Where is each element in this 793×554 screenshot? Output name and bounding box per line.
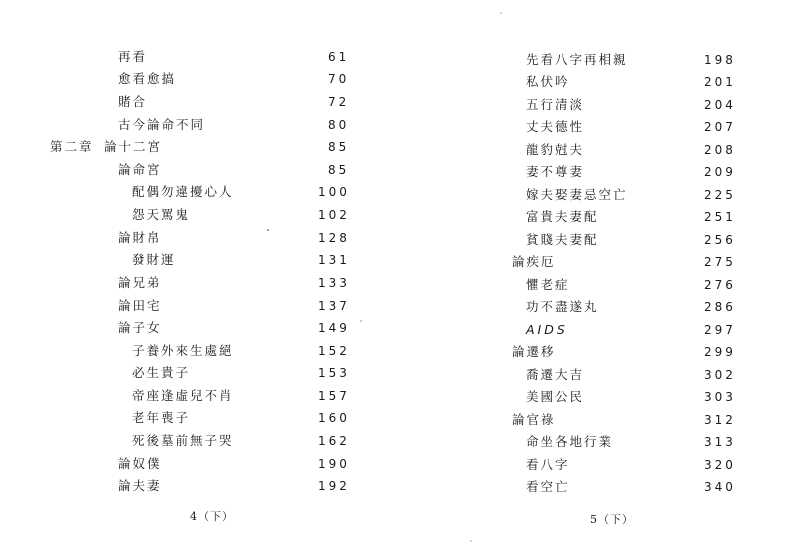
entry-title: 丈夫德性	[526, 119, 585, 134]
scan-speck	[470, 540, 472, 542]
entry-title: 命坐各地行業	[526, 434, 614, 449]
entry-page-number: 162	[318, 434, 350, 448]
toc-entry	[400, 50, 790, 70]
entry-page-number: 313	[704, 435, 736, 449]
entry-title: 先看八字再相親	[526, 52, 628, 67]
scan-speck	[267, 229, 269, 231]
entry-title: 愈看愈搞	[118, 71, 177, 86]
toc-entry	[400, 252, 790, 272]
entry-page-number: 302	[704, 368, 736, 382]
entry-title: 配偶勿違擾心人	[132, 184, 234, 199]
toc-entry	[0, 273, 400, 293]
entry-page-number: 85	[328, 163, 350, 177]
entry-title: 論田宅	[118, 298, 162, 313]
entry-page-number: 225	[704, 188, 736, 202]
entry-page-number: 198	[704, 53, 736, 67]
toc-entry	[400, 95, 790, 115]
entry-title: 貧賤夫妻配	[526, 232, 599, 247]
entry-page-number: 152	[318, 344, 350, 358]
entry-title: 看八字	[526, 457, 570, 472]
entry-page-number: 204	[704, 98, 736, 112]
toc-entry	[400, 342, 790, 362]
toc-entry	[0, 431, 400, 451]
entry-page-number: 299	[704, 345, 736, 359]
entry-title: 龍豹尅夫	[526, 142, 585, 157]
entry-page-number: 128	[318, 231, 350, 245]
toc-entry	[0, 182, 400, 202]
entry-page-number: 256	[704, 233, 736, 247]
entry-title: 論十二宮	[104, 139, 163, 154]
entry-title: 看空亡	[526, 479, 570, 494]
toc-entry	[400, 365, 790, 385]
entry-page-number: 297	[704, 323, 736, 337]
toc-entry	[400, 140, 790, 160]
entry-title: AIDS	[526, 322, 568, 337]
toc-entry	[0, 341, 400, 361]
toc-entry	[400, 477, 790, 497]
toc-entry	[0, 454, 400, 474]
entry-title: 必生貴子	[132, 365, 191, 380]
entry-page-number: 208	[704, 143, 736, 157]
entry-page-number: 160	[318, 411, 350, 425]
entry-title: 論子女	[118, 320, 162, 335]
toc-entry	[400, 162, 790, 182]
scan-speck	[360, 320, 362, 322]
entry-page-number: 100	[318, 185, 350, 199]
entry-page-number: 61	[328, 50, 350, 64]
entry-page-number: 70	[328, 72, 350, 86]
entry-page-number: 312	[704, 413, 736, 427]
entry-page-number: 275	[704, 255, 736, 269]
toc-entry	[0, 228, 400, 248]
entry-title: 美國公民	[526, 389, 585, 404]
entry-page-number: 131	[318, 253, 350, 267]
entry-page-number: 286	[704, 300, 736, 314]
entry-page-number: 149	[318, 321, 350, 335]
entry-title: 論官祿	[512, 412, 556, 427]
toc-entry	[0, 408, 400, 428]
entry-title: 懼老症	[526, 277, 570, 292]
toc-entry	[400, 72, 790, 92]
toc-entry	[400, 275, 790, 295]
entry-title: 帝座逢虛兒不肖	[132, 388, 234, 403]
entry-title: 論兄弟	[118, 275, 162, 290]
toc-entry	[0, 115, 400, 135]
entry-title: 論遷移	[512, 344, 556, 359]
entry-title: 論夫妻	[118, 478, 162, 493]
entry-title: 喬遷大吉	[526, 367, 585, 382]
entry-page-number: 102	[318, 208, 350, 222]
scan-speck	[500, 12, 502, 14]
entry-page-number: 153	[318, 366, 350, 380]
entry-title: 怨天罵鬼	[132, 207, 191, 222]
entry-title: 發財運	[132, 252, 176, 267]
toc-entry	[400, 432, 790, 452]
toc-entry	[400, 297, 790, 317]
toc-entry	[400, 117, 790, 137]
toc-entry	[400, 320, 790, 340]
entry-title: 論疾厄	[512, 254, 556, 269]
toc-entry	[0, 47, 400, 67]
entry-title: 富貴夫妻配	[526, 209, 599, 224]
toc-entry	[400, 455, 790, 475]
entry-page-number: 133	[318, 276, 350, 290]
toc-entry	[0, 205, 400, 225]
toc-entry	[400, 230, 790, 250]
entry-page-number: 276	[704, 278, 736, 292]
entry-title: 五行清淡	[526, 97, 585, 112]
toc-entry	[400, 185, 790, 205]
entry-title: 死後墓前無子哭	[132, 433, 234, 448]
entry-page-number: 251	[704, 210, 736, 224]
toc-entry	[0, 92, 400, 112]
entry-page-number: 303	[704, 390, 736, 404]
entry-title: 論財帛	[118, 230, 162, 245]
entry-page-number: 340	[704, 480, 736, 494]
entry-title: 論命宮	[118, 162, 162, 177]
entry-title: 功不盡遂丸	[526, 299, 599, 314]
toc-entry	[0, 160, 400, 180]
entry-page-number: 190	[318, 457, 350, 471]
entry-page-number: 85	[328, 140, 350, 154]
page-footer: 4（下）	[190, 510, 234, 523]
toc-entry	[0, 250, 400, 270]
toc-entry	[0, 386, 400, 406]
entry-title: 賭合	[118, 94, 148, 109]
toc-chapter-entry	[0, 137, 400, 157]
entry-title: 論奴僕	[118, 456, 162, 471]
entry-page-number: 157	[318, 389, 350, 403]
entry-page-number: 207	[704, 120, 736, 134]
entry-title: 古今論命不同	[118, 117, 206, 132]
toc-entry	[400, 410, 790, 430]
toc-entry	[0, 318, 400, 338]
toc-entry	[0, 296, 400, 316]
entry-title: 妻不尊妻	[526, 164, 585, 179]
toc-entry	[0, 69, 400, 89]
chapter-label: 第二章	[50, 139, 94, 154]
toc-entry	[0, 363, 400, 383]
entry-title: 私伏吟	[526, 74, 570, 89]
toc-entry	[400, 387, 790, 407]
entry-title: 再看	[118, 49, 148, 64]
entry-page-number: 80	[328, 118, 350, 132]
page-footer: 5（下）	[590, 513, 634, 526]
entry-page-number: 72	[328, 95, 350, 109]
entry-page-number: 320	[704, 458, 736, 472]
toc-entry	[400, 207, 790, 227]
entry-page-number: 209	[704, 165, 736, 179]
entry-title: 子養外來生處絕	[132, 343, 234, 358]
entry-title: 老年喪子	[132, 410, 191, 425]
toc-entry	[0, 476, 400, 496]
entry-page-number: 192	[318, 479, 350, 493]
entry-page-number: 201	[704, 75, 736, 89]
entry-page-number: 137	[318, 299, 350, 313]
entry-title: 嫁夫娶妻忌空亡	[526, 187, 628, 202]
